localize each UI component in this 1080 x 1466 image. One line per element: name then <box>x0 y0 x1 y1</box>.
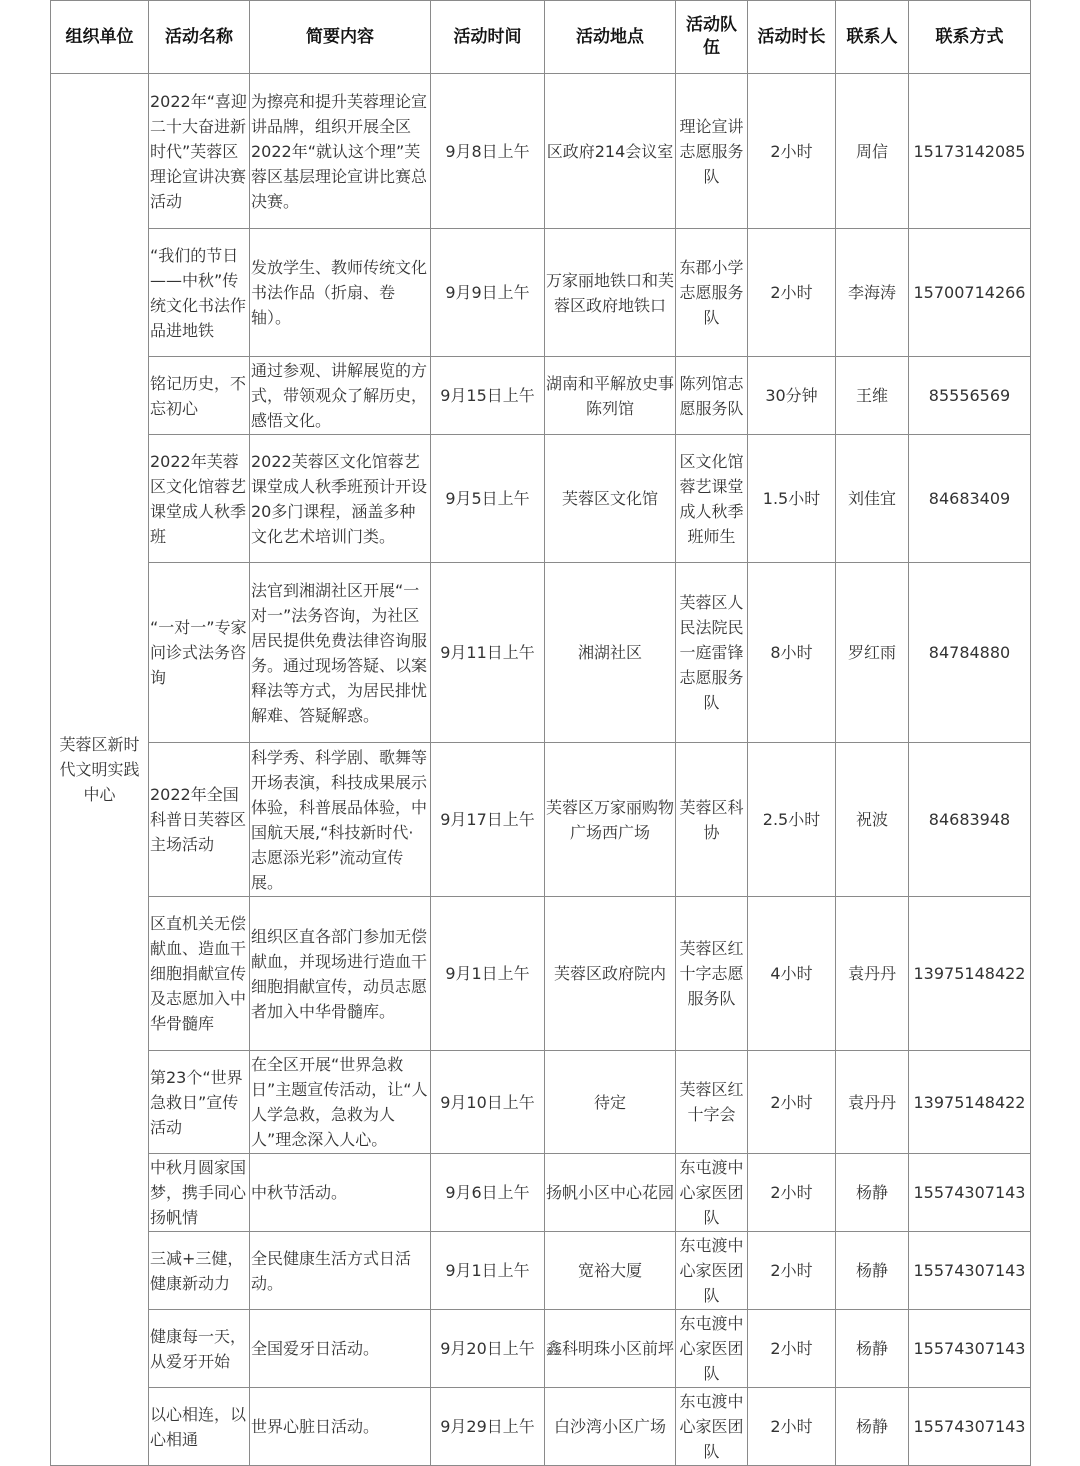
duration-cell: 2小时 <box>748 1154 836 1232</box>
phone-cell: 15574307143 <box>909 1154 1031 1232</box>
activity-name-cell: 2022年“喜迎二十大奋进新时代”芙蓉区理论宣讲决赛活动 <box>149 74 250 229</box>
table-row <box>51 743 1031 897</box>
duration-cell: 4小时 <box>748 897 836 1051</box>
team-cell: 芙蓉区红十字志愿服务队 <box>676 897 748 1051</box>
phone-cell: 15700714266 <box>909 229 1031 357</box>
content-cell: 中秋节活动。 <box>250 1154 431 1232</box>
content-cell: 全国爱牙日活动。 <box>250 1310 431 1388</box>
header-organizer: 组织单位 <box>51 1 149 74</box>
table-row <box>51 563 1031 743</box>
header-row <box>51 1 1031 74</box>
place-cell: 湖南和平解放史事陈列馆 <box>545 357 676 435</box>
phone-cell: 84784880 <box>909 563 1031 743</box>
contact-cell: 杨静 <box>836 1232 909 1310</box>
time-cell: 9月20日上午 <box>431 1310 545 1388</box>
table-row <box>51 1232 1031 1310</box>
team-cell: 东屯渡中心家医团队 <box>676 1154 748 1232</box>
team-cell: 理论宣讲志愿服务队 <box>676 74 748 229</box>
duration-cell: 2小时 <box>748 229 836 357</box>
table-row <box>51 1310 1031 1388</box>
place-cell: 芙蓉区政府院内 <box>545 897 676 1051</box>
content-cell: 全民健康生活方式日活动。 <box>250 1232 431 1310</box>
team-cell: 东屯渡中心家医团队 <box>676 1310 748 1388</box>
phone-cell: 13975148422 <box>909 1051 1031 1154</box>
content-cell: 科学秀、科学剧、歌舞等开场表演，科技成果展示体验，科普展品体验，中国航天展,“科技新时代·志愿添光彩”流动宣传展。 <box>250 743 431 897</box>
table-row <box>51 74 1031 229</box>
duration-cell: 8小时 <box>748 563 836 743</box>
content-cell: 组织区直各部门参加无偿献血，并现场进行造血干细胞捐献宣传，动员志愿者加入中华骨髓库。 <box>250 897 431 1051</box>
table-row <box>51 897 1031 1051</box>
phone-cell: 85556569 <box>909 357 1031 435</box>
place-cell: 芙蓉区文化馆 <box>545 435 676 563</box>
phone-cell: 15574307143 <box>909 1388 1031 1466</box>
contact-cell: 杨静 <box>836 1154 909 1232</box>
time-cell: 9月5日上午 <box>431 435 545 563</box>
phone-cell: 13975148422 <box>909 897 1031 1051</box>
activity-name-cell: “我们的节日——中秋”传统文化书法作品进地铁 <box>149 229 250 357</box>
team-cell: 芙蓉区红十字会 <box>676 1051 748 1154</box>
time-cell: 9月29日上午 <box>431 1388 545 1466</box>
place-cell: 万家丽地铁口和芙蓉区政府地铁口 <box>545 229 676 357</box>
content-cell: 世界心脏日活动。 <box>250 1388 431 1466</box>
duration-cell: 2小时 <box>748 74 836 229</box>
team-cell: 东屯渡中心家医团队 <box>676 1232 748 1310</box>
table-body <box>51 74 1031 1466</box>
time-cell: 9月11日上午 <box>431 563 545 743</box>
phone-cell: 15574307143 <box>909 1232 1031 1310</box>
content-cell: 2022芙蓉区文化馆蓉艺课堂成人秋季班预计开设20多门课程，涵盖多种文化艺术培训门类。 <box>250 435 431 563</box>
header-place: 活动地点 <box>545 1 676 74</box>
table-row <box>51 1154 1031 1232</box>
team-cell: 陈列馆志愿服务队 <box>676 357 748 435</box>
team-cell: 区文化馆蓉艺课堂成人秋季班师生 <box>676 435 748 563</box>
duration-cell: 30分钟 <box>748 357 836 435</box>
header-duration: 活动时长 <box>748 1 836 74</box>
place-cell: 湘湖社区 <box>545 563 676 743</box>
time-cell: 9月6日上午 <box>431 1154 545 1232</box>
header-activity-name: 活动名称 <box>149 1 250 74</box>
contact-cell: 罗红雨 <box>836 563 909 743</box>
place-cell: 白沙湾小区广场 <box>545 1388 676 1466</box>
activity-name-cell: 2022年全国科普日芙蓉区主场活动 <box>149 743 250 897</box>
header-content: 简要内容 <box>250 1 431 74</box>
content-cell: 在全区开展“世界急救日”主题宣传活动，让“人人学急救，急救为人人”理念深入人心。 <box>250 1051 431 1154</box>
organizer-cell: 芙蓉区新时代文明实践中心 <box>51 74 149 1466</box>
table-row <box>51 1388 1031 1466</box>
duration-cell: 1.5小时 <box>748 435 836 563</box>
place-cell: 鑫科明珠小区前坪 <box>545 1310 676 1388</box>
table-header <box>51 1 1031 74</box>
duration-cell: 2小时 <box>748 1388 836 1466</box>
team-cell: 东郡小学志愿服务队 <box>676 229 748 357</box>
phone-cell: 84683948 <box>909 743 1031 897</box>
place-cell: 区政府214会议室 <box>545 74 676 229</box>
duration-cell: 2小时 <box>748 1310 836 1388</box>
time-cell: 9月8日上午 <box>431 74 545 229</box>
contact-cell: 杨静 <box>836 1388 909 1466</box>
content-cell: 发放学生、教师传统文化书法作品（折扇、卷轴）。 <box>250 229 431 357</box>
team-cell: 东屯渡中心家医团队 <box>676 1388 748 1466</box>
table-row <box>51 357 1031 435</box>
time-cell: 9月1日上午 <box>431 1232 545 1310</box>
table-row <box>51 435 1031 563</box>
activity-name-cell: 三减+三健，健康新动力 <box>149 1232 250 1310</box>
place-cell: 扬帆小区中心花园 <box>545 1154 676 1232</box>
activity-name-cell: 2022年芙蓉区文化馆蓉艺课堂成人秋季班 <box>149 435 250 563</box>
team-cell: 芙蓉区科协 <box>676 743 748 897</box>
header-phone: 联系方式 <box>909 1 1031 74</box>
time-cell: 9月15日上午 <box>431 357 545 435</box>
activity-name-cell: 第23个“世界急救日”宣传活动 <box>149 1051 250 1154</box>
header-time: 活动时间 <box>431 1 545 74</box>
duration-cell: 2小时 <box>748 1051 836 1154</box>
place-cell: 待定 <box>545 1051 676 1154</box>
header-team: 活动队伍 <box>676 1 748 74</box>
contact-cell: 王维 <box>836 357 909 435</box>
activity-name-cell: 健康每一天，从爱牙开始 <box>149 1310 250 1388</box>
activity-name-cell: “一对一”专家问诊式法务咨询 <box>149 563 250 743</box>
contact-cell: 袁丹丹 <box>836 897 909 1051</box>
duration-cell: 2.5小时 <box>748 743 836 897</box>
place-cell: 芙蓉区万家丽购物广场西广场 <box>545 743 676 897</box>
table-row <box>51 1051 1031 1154</box>
content-cell: 法官到湘湖社区开展“一对一”法务咨询，为社区居民提供免费法律咨询服务。通过现场答疑、以案释法等方式，为居民排忧解难、答疑解惑。 <box>250 563 431 743</box>
time-cell: 9月1日上午 <box>431 897 545 1051</box>
activity-name-cell: 以心相连，以心相通 <box>149 1388 250 1466</box>
phone-cell: 15173142085 <box>909 74 1031 229</box>
duration-cell: 2小时 <box>748 1232 836 1310</box>
table-row <box>51 229 1031 357</box>
header-contact: 联系人 <box>836 1 909 74</box>
content-cell: 为擦亮和提升芙蓉理论宣讲品牌，组织开展全区2022年“就认这个理”芙蓉区基层理论宣讲比赛总决赛。 <box>250 74 431 229</box>
contact-cell: 刘佳宜 <box>836 435 909 563</box>
team-cell: 芙蓉区人民法院民一庭雷锋志愿服务队 <box>676 563 748 743</box>
time-cell: 9月9日上午 <box>431 229 545 357</box>
contact-cell: 杨静 <box>836 1310 909 1388</box>
activity-name-cell: 中秋月圆家国梦，携手同心扬帆情 <box>149 1154 250 1232</box>
activity-name-cell: 铭记历史，不忘初心 <box>149 357 250 435</box>
time-cell: 9月10日上午 <box>431 1051 545 1154</box>
phone-cell: 84683409 <box>909 435 1031 563</box>
contact-cell: 祝波 <box>836 743 909 897</box>
contact-cell: 周信 <box>836 74 909 229</box>
content-cell: 通过参观、讲解展览的方式，带领观众了解历史，感悟文化。 <box>250 357 431 435</box>
contact-cell: 袁丹丹 <box>836 1051 909 1154</box>
activity-table <box>50 0 1031 1466</box>
contact-cell: 李海涛 <box>836 229 909 357</box>
phone-cell: 15574307143 <box>909 1310 1031 1388</box>
activity-name-cell: 区直机关无偿献血、造血干细胞捐献宣传及志愿加入中华骨髓库 <box>149 897 250 1051</box>
place-cell: 宽裕大厦 <box>545 1232 676 1310</box>
time-cell: 9月17日上午 <box>431 743 545 897</box>
